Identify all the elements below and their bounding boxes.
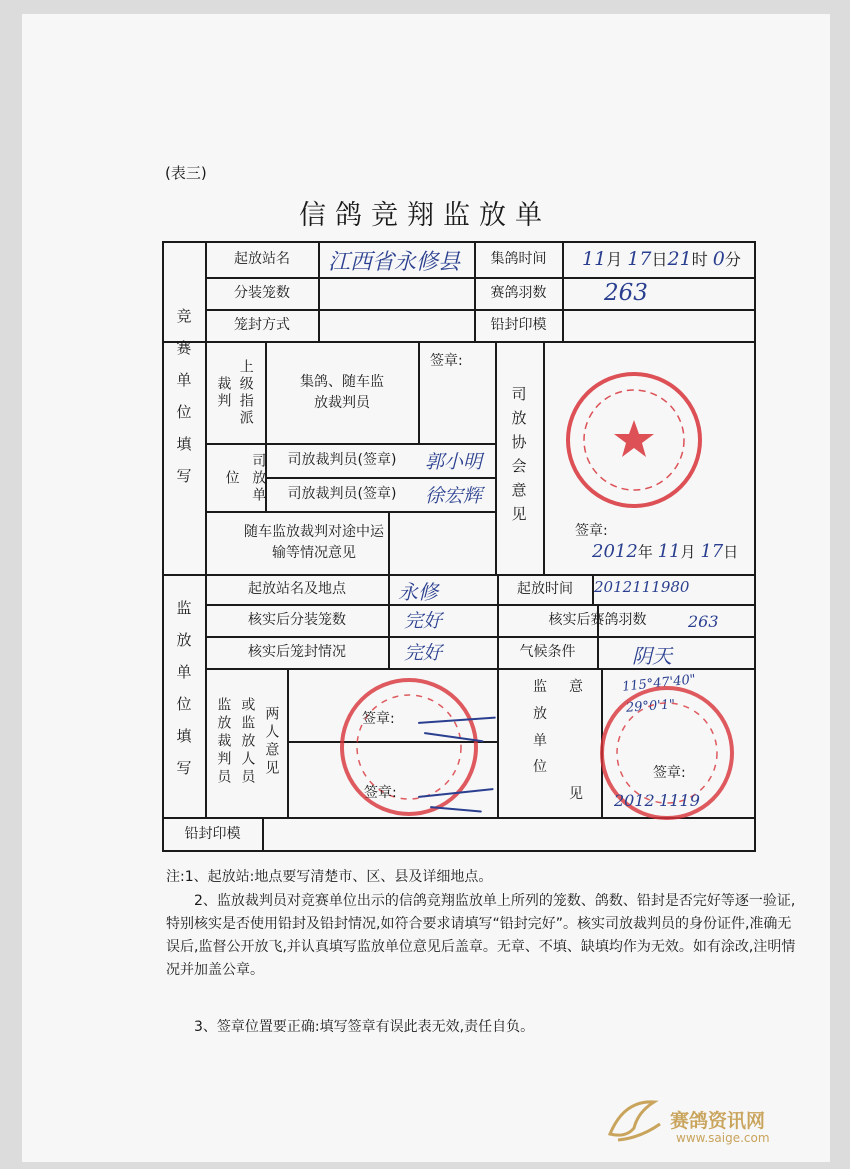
gather-time-label: 集鸽时间 xyxy=(490,251,547,267)
referee-signature-2: 徐宏辉 xyxy=(425,485,483,507)
bird-count-value: 263 xyxy=(604,280,648,306)
association-opinion-label: 司放协会意见 xyxy=(509,386,528,530)
supervisor-stamp xyxy=(340,678,478,816)
lead-seal-label: 铅封印模 xyxy=(490,317,547,333)
release-station-label: 起放站名 xyxy=(234,251,290,267)
bird-count-label: 赛鸽羽数 xyxy=(490,285,547,301)
unit-opinion-char xyxy=(558,756,594,783)
competition-side-label: 竞赛单位填写 xyxy=(174,308,193,500)
note-1: 注:1、起放站:地点要写清楚市、区、县及详细地点。 xyxy=(166,869,493,885)
verified-baskets-value: 完好 xyxy=(404,610,443,632)
basket-count-label: 分装笼数 xyxy=(234,285,290,301)
unit-opinion-char: 放 xyxy=(533,705,547,722)
unit-opinion-date: 2012 1119 xyxy=(614,791,700,810)
two-opinion-label: 两人意见 xyxy=(263,706,280,778)
referee-signature-1: 郭小明 xyxy=(425,451,483,473)
unit-opinion-char xyxy=(522,783,558,810)
superior-role: 集鸽、随车监放裁判员 xyxy=(300,373,384,411)
supervisors-label: 监放裁判员 xyxy=(215,697,232,787)
weather-coords-1: 115°47'40" xyxy=(621,672,697,695)
unit-opinion-char: 见 xyxy=(569,786,583,803)
superior-referee-label: 上级指派裁判 xyxy=(215,359,254,427)
supervisor-sign-label-1: 签章: xyxy=(362,711,395,727)
release-unit-label: 司放单位 xyxy=(223,452,267,504)
unit-opinion-char: 意 xyxy=(569,679,583,695)
supervisor-sign-label-2: 签章: xyxy=(364,785,397,801)
basket-seal-label: 笼封方式 xyxy=(234,317,290,333)
weather-value: 阴天 xyxy=(632,644,672,668)
station-location-label: 起放站名及地点 xyxy=(248,581,346,597)
note-2: 2、监放裁判员对竞赛单位出示的信鸽竞翔监放单上所列的笼数、鸽数、铅封是否完好等逐一验证,特别核实是否使用铅封及铅封情况,如符合要求请填写“铅封完好”。核实司放裁判员的身份证件,准确无误后,监督公开放飞,并认真填写监放单位意见后盖章。无章、不填、缺填均作为无效。如有涂改,注明情况并加盖公章。 xyxy=(166,893,796,978)
unit-opinion-label xyxy=(522,676,594,810)
supervision-lead-seal-label: 铅封印模 xyxy=(184,826,241,842)
gather-time-value: 11月 17日21时 0分 xyxy=(582,248,741,270)
verified-seal-label: 核实后笼封情况 xyxy=(248,644,346,660)
referee-label-1: 司放裁判员(签章) xyxy=(287,452,397,468)
transport-opinion-label: 随车监放裁判对途中运输等情况意见 xyxy=(244,524,384,561)
form-number: (表三) xyxy=(165,164,207,182)
release-station-value: 江西省永修县 xyxy=(328,250,461,275)
unit-opinion-char xyxy=(558,730,594,757)
referee-label-2: 司放裁判员(签章) xyxy=(287,486,397,502)
unit-opinion-char: 监 xyxy=(533,679,547,695)
unit-sign-label: 签章: xyxy=(653,765,686,781)
weather-label: 气候条件 xyxy=(519,644,576,660)
saige-logo-icon xyxy=(604,1094,664,1148)
association-date: 2012年 11月 17日 xyxy=(592,541,739,562)
watermark-url: www.saige.com xyxy=(676,1131,770,1145)
unit-opinion-char: 位 xyxy=(533,759,547,776)
superior-sign-label: 签章: xyxy=(430,353,463,369)
association-stamp xyxy=(566,372,702,508)
verified-baskets-label: 核实后分装笼数 xyxy=(248,612,346,628)
verified-seal-value: 完好 xyxy=(404,642,443,664)
association-sign-label: 签章: xyxy=(575,523,608,539)
note-3: 3、签章位置要正确:填写签章有误此表无效,责任自负。 xyxy=(194,1019,535,1035)
verified-birds-value: 263 xyxy=(688,612,719,631)
weather-coords-2: 29°0'1" xyxy=(625,697,676,716)
verified-birds-label: 核实后赛鸽羽数 xyxy=(548,612,647,628)
unit-opinion-char xyxy=(558,703,594,730)
supervision-side-label: 监放单位填写 xyxy=(174,600,193,792)
watermark-name: 赛鸽资讯网 xyxy=(670,1110,766,1132)
release-time-label: 起放时间 xyxy=(517,581,573,597)
page-title: 信鸽竞翔监放单 xyxy=(299,200,551,231)
release-time-value: 2012111980 xyxy=(594,578,690,596)
unit-opinion-char: 单 xyxy=(533,732,547,749)
or-supervisors-label: 或监放人员 xyxy=(239,697,256,787)
station-location-value: 永修 xyxy=(398,580,438,604)
